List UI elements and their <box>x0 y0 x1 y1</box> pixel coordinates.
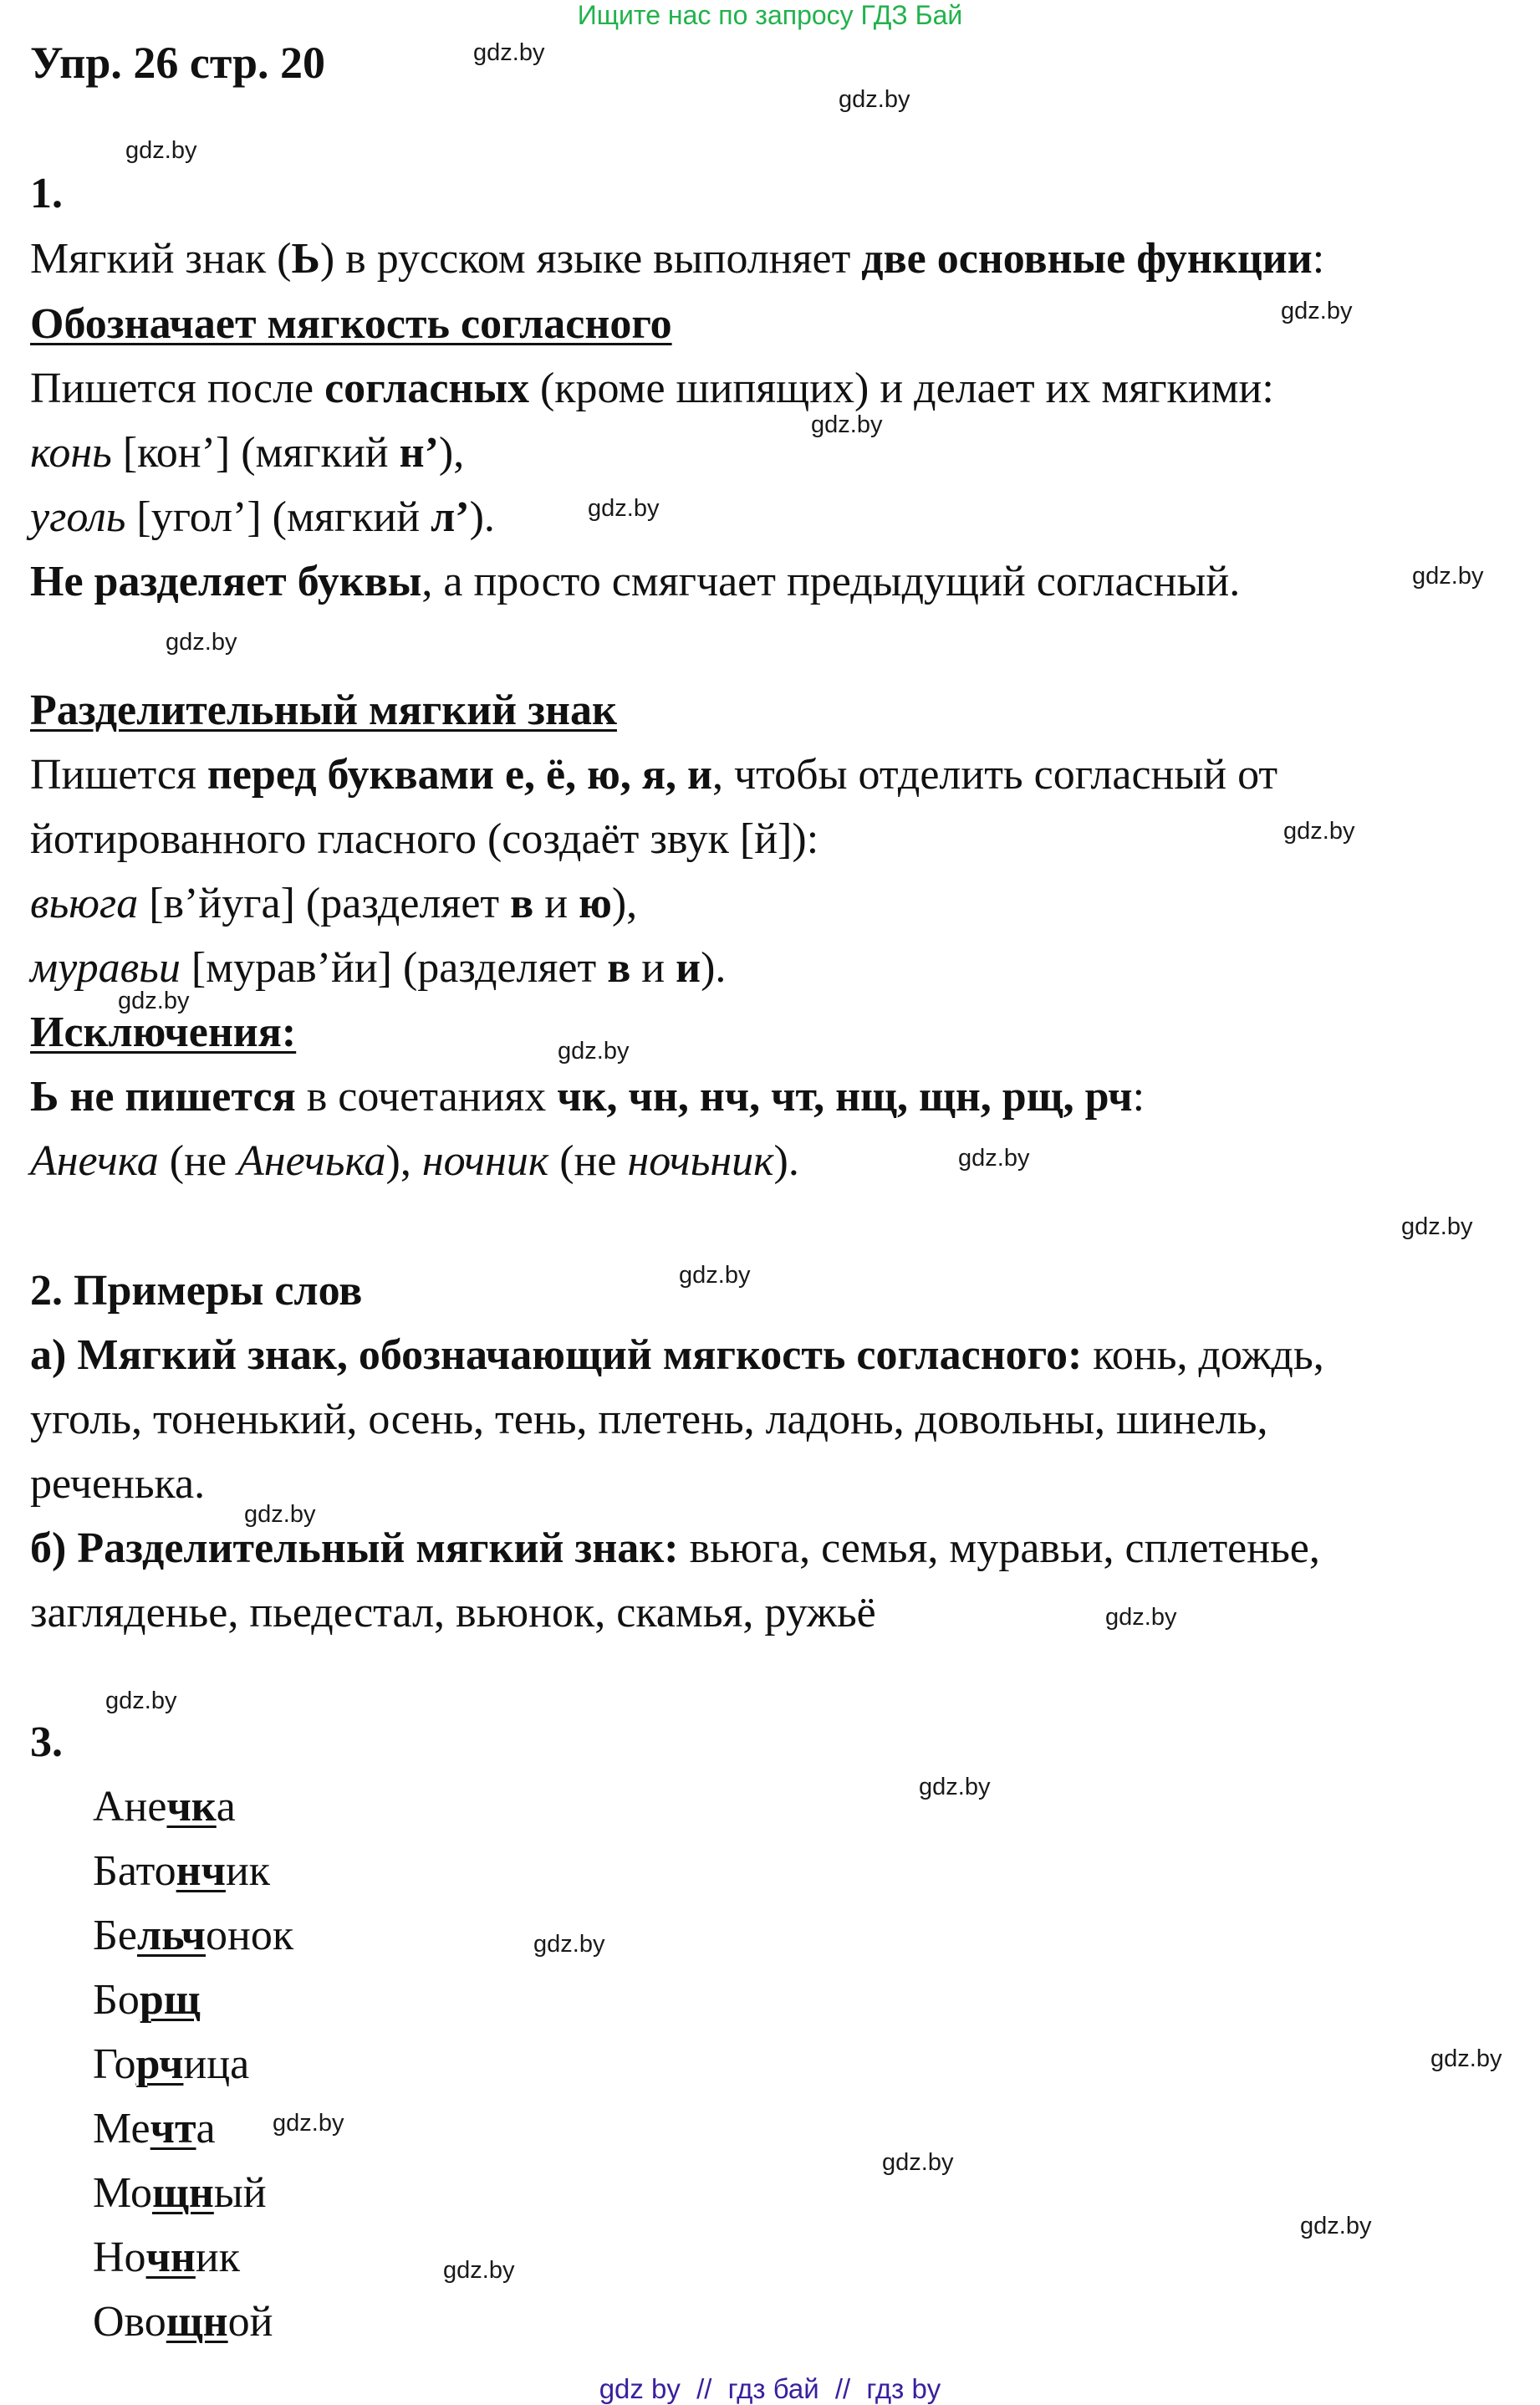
watermark: gdz.by <box>1412 563 1484 590</box>
text: онок <box>206 1912 294 1959</box>
footer-separator: // <box>696 2373 712 2404</box>
text-bold: Ь не пишется <box>30 1073 296 1121</box>
text: ), <box>611 880 638 927</box>
watermark: gdz.by <box>919 1774 991 1800</box>
s1-example-2 <box>30 493 495 543</box>
s2-b-line-1 <box>30 1524 1320 1574</box>
text: ик <box>195 2234 240 2281</box>
text-bold: л’ <box>431 493 470 541</box>
s1-example-4 <box>30 943 726 993</box>
example-word: конь <box>30 429 112 477</box>
watermark: gdz.by <box>166 629 237 656</box>
s3-word <box>93 1782 236 1832</box>
watermark: gdz.by <box>679 1262 751 1289</box>
footer-links <box>0 2373 1540 2405</box>
s3-word <box>93 1975 201 2025</box>
text: Ово <box>93 2298 166 2346</box>
text: ый <box>213 2169 267 2217</box>
text: а <box>216 1783 236 1831</box>
s2-b-line-2: загляденье, пьедестал, вьюнок, скамья, ружьё <box>30 1589 876 1637</box>
text: ). <box>773 1137 799 1185</box>
watermark: gdz.by <box>839 86 910 113</box>
text: : <box>1132 1073 1145 1121</box>
marked-letters: чк <box>166 1783 217 1831</box>
text: ) в русском языке выполняет <box>319 235 862 283</box>
s3-word <box>93 2040 249 2090</box>
watermark: gdz.by <box>1430 2045 1502 2072</box>
text: Мягкий знак ( <box>30 235 292 283</box>
text: ица <box>183 2040 250 2088</box>
text: [в’йуга] (разделяет <box>138 880 511 927</box>
s1-heading-exceptions: Исключения: <box>30 1008 297 1056</box>
watermark: gdz.by <box>558 1038 630 1065</box>
watermark: gdz.by <box>1300 2213 1372 2239</box>
text: Бо <box>93 1976 140 2024</box>
watermark: gdz.by <box>1105 1604 1177 1631</box>
text: : <box>1312 235 1325 283</box>
watermark: gdz.by <box>125 137 197 164</box>
watermark: gdz.by <box>273 2110 344 2137</box>
text-bold: две основные функции <box>861 235 1313 283</box>
text: Мо <box>93 2169 152 2217</box>
text-bold: б) Разделительный мягкий знак: <box>30 1524 679 1572</box>
text-bold: Не разделяет буквы <box>30 558 422 605</box>
text-bold: перед буквами е, ё, ю, я, и <box>207 751 712 799</box>
page-title: Упр. 26 стр. 20 <box>30 38 326 88</box>
s3-word <box>93 1911 293 1961</box>
section-3-number: 3. <box>30 1718 63 1766</box>
example-word: муравьи <box>30 944 181 992</box>
s1-heading-separating: Разделительный мягкий знак <box>30 687 617 734</box>
text: Но <box>93 2234 146 2281</box>
text: Пишется после <box>30 365 325 412</box>
footer-link-gdz-by-ru[interactable]: гдз by <box>866 2373 941 2404</box>
text: Го <box>93 2040 136 2088</box>
text: ). <box>701 944 727 992</box>
text: (не <box>158 1137 238 1185</box>
s1-heading-softness: Обозначает мягкость согласного <box>30 300 672 348</box>
s3-word <box>93 2297 273 2347</box>
text: ик <box>225 1847 271 1895</box>
s1-example-3 <box>30 879 637 929</box>
text-bold: ю <box>579 880 612 927</box>
text: , а просто смягчает предыдущий согласный. <box>421 558 1241 605</box>
watermark: gdz.by <box>958 1145 1030 1172</box>
s3-word <box>93 2104 216 2154</box>
watermark: gdz.by <box>1283 818 1355 845</box>
section-1-number: 1. <box>30 170 63 217</box>
text-bold: чк, чн, нч, чт, нщ, щн, рщ, рч <box>557 1073 1133 1121</box>
marked-letters: рщ <box>139 1976 201 2024</box>
example-word: ночник <box>421 1137 549 1185</box>
marked-letters: щн <box>166 2298 228 2346</box>
example-word: ночьник <box>627 1137 774 1185</box>
text: Ме <box>93 2105 150 2152</box>
text: [кон’] (мягкий <box>111 429 400 477</box>
s2-a-line-1 <box>30 1330 1324 1381</box>
watermark: gdz.by <box>1401 1213 1473 1240</box>
s2-a-line-2: уголь, тоненький, осень, тень, плетень, ладонь, довольны, шинель, <box>30 1396 1268 1443</box>
marked-letters: нч <box>176 1847 226 1895</box>
example-word: уголь <box>30 493 126 541</box>
text-bold: согласных <box>324 365 529 412</box>
watermark: gdz.by <box>105 1688 177 1714</box>
text: , чтобы отделить согласный от <box>711 751 1278 799</box>
footer-separator: // <box>834 2373 851 2404</box>
s1-para-3b: йотированного гласного (создаёт звук [й]): <box>30 815 819 863</box>
s1-para-2 <box>30 557 1240 607</box>
text: [угол’] (мягкий <box>125 493 431 541</box>
text: Ане <box>93 1783 167 1831</box>
text: а <box>196 2105 216 2152</box>
s1-para-4 <box>30 1072 1145 1122</box>
text: (не <box>548 1137 628 1185</box>
marked-letters: льч <box>136 1912 206 1959</box>
text-bold: а) Мягкий знак, обозначающий мягкость согласного: <box>30 1331 1083 1379</box>
watermark: gdz.by <box>1281 298 1353 324</box>
text: в сочетаниях <box>295 1073 558 1121</box>
s1-para-3 <box>30 750 1277 800</box>
text: ой <box>227 2298 273 2346</box>
text: и <box>533 880 579 927</box>
s3-word <box>93 1846 270 1897</box>
s1-example-1 <box>30 428 464 478</box>
marked-letters: щн <box>151 2169 214 2217</box>
text: [мурав’йи] (разделяет <box>180 944 608 992</box>
text-bold: в <box>607 944 631 992</box>
marked-letters: чт <box>150 2105 196 2152</box>
marked-letters: рч <box>135 2040 184 2088</box>
text-bold: в <box>510 880 534 927</box>
text: конь, дождь, <box>1082 1331 1324 1379</box>
text: ). <box>469 493 495 541</box>
watermark: gdz.by <box>882 2149 954 2176</box>
section-2-heading: 2. Примеры слов <box>30 1267 363 1315</box>
watermark: gdz.by <box>811 411 883 438</box>
text: вьюга, семья, муравьи, сплетенье, <box>678 1524 1320 1572</box>
text: и <box>630 944 676 992</box>
footer-link-gdz-by[interactable]: gdz by <box>599 2373 681 2404</box>
s3-word <box>93 2168 267 2219</box>
text: (кроме шипящих) и делает их мягкими: <box>528 365 1274 412</box>
watermark: gdz.by <box>533 1931 605 1958</box>
s3-word <box>93 2233 240 2283</box>
watermark: gdz.by <box>244 1501 316 1528</box>
text-bold: и <box>676 944 701 992</box>
footer-link-gdz-bai[interactable]: гдз бай <box>727 2373 819 2404</box>
top-banner[interactable]: Ищите нас по запросу ГДЗ Бай <box>577 0 963 30</box>
example-word: Анечька <box>237 1137 386 1185</box>
watermark: gdz.by <box>443 2257 515 2284</box>
watermark: gdz.by <box>118 988 190 1014</box>
text: Пишется <box>30 751 207 799</box>
s2-a-line-3: реченька. <box>30 1460 206 1508</box>
text: Бато <box>93 1847 176 1895</box>
text-bold: н’ <box>399 429 439 477</box>
marked-letters: чн <box>145 2234 196 2281</box>
s1-example-5 <box>30 1136 799 1187</box>
watermark: gdz.by <box>588 495 660 522</box>
example-word: Анечка <box>30 1137 159 1185</box>
text-bold: Ь <box>291 235 320 283</box>
text: Бе <box>93 1912 137 1959</box>
s1-intro <box>30 234 1324 284</box>
text: ), <box>385 1137 422 1185</box>
example-word: вьюга <box>30 880 139 927</box>
watermark: gdz.by <box>473 39 545 66</box>
text: ), <box>438 429 465 477</box>
s1-para-1 <box>30 364 1274 414</box>
